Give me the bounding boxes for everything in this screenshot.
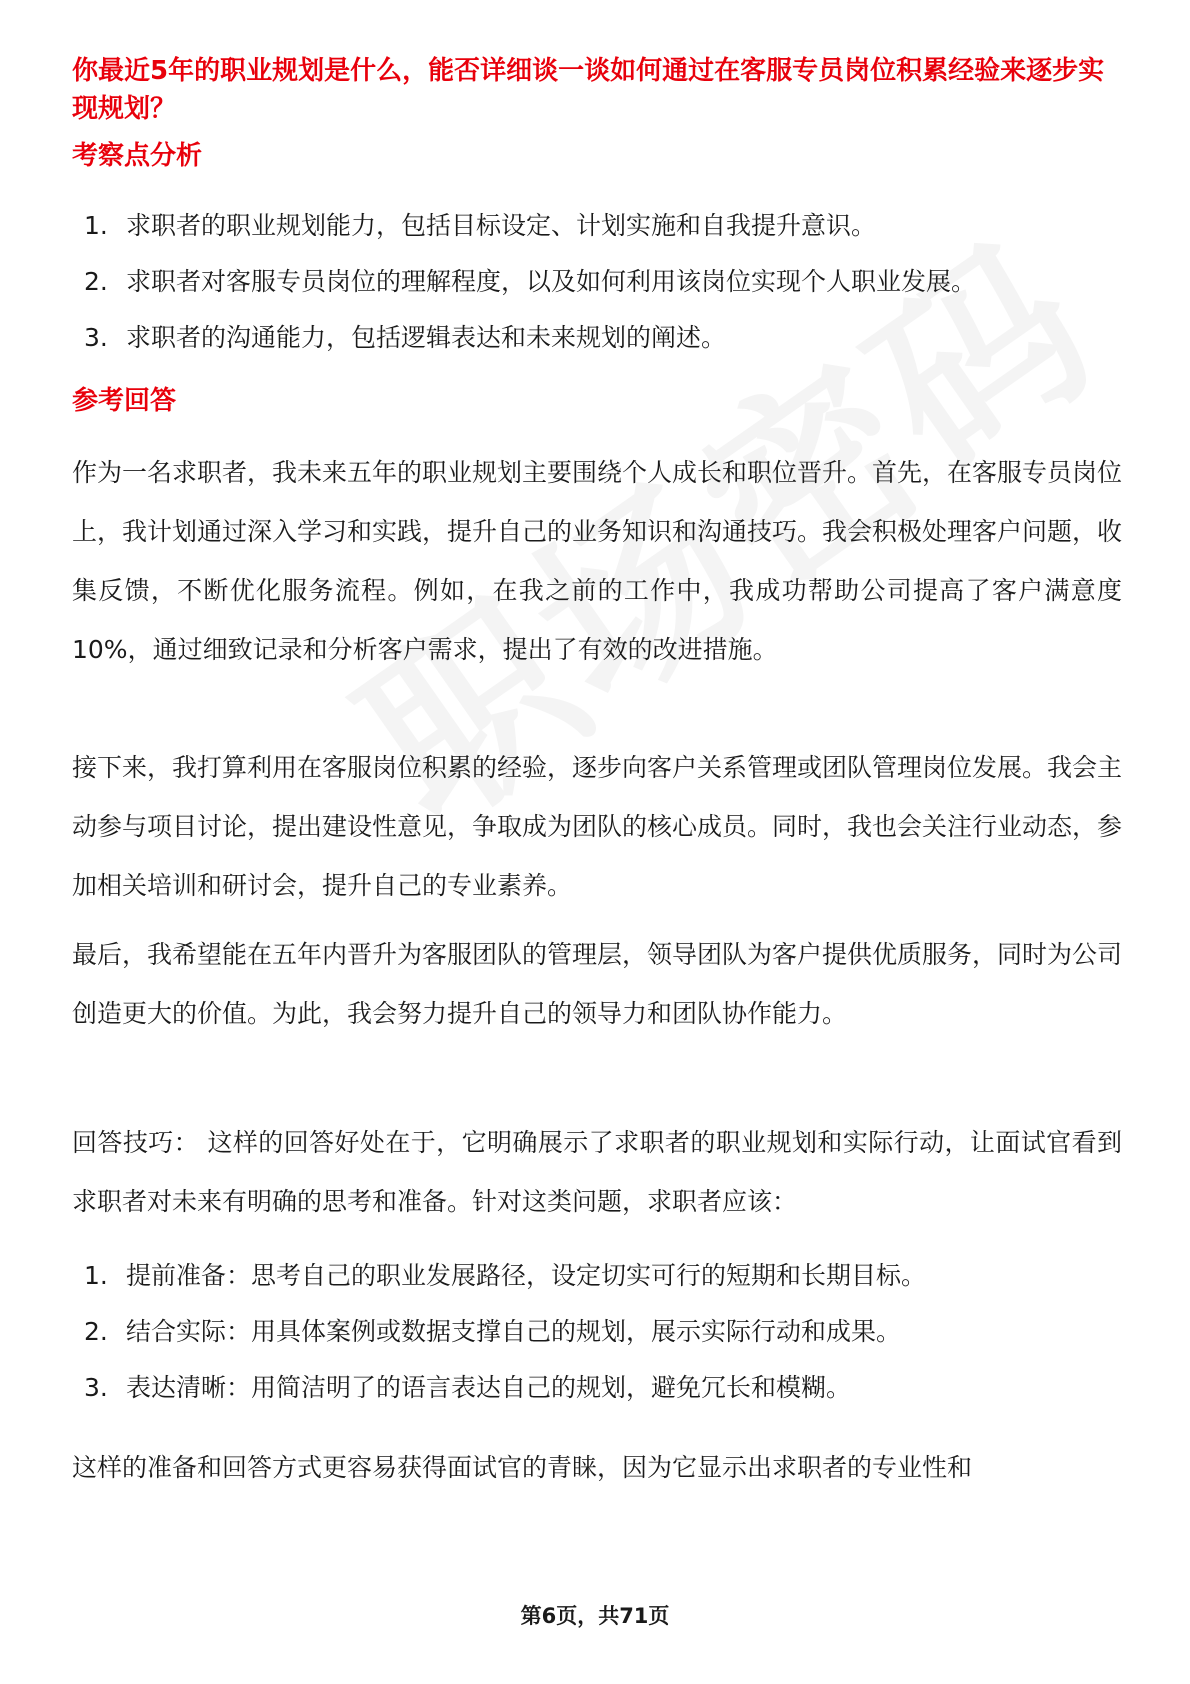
list-item: 3. 求职者的沟通能力，包括逻辑表达和未来规划的阐述。 bbox=[84, 323, 727, 352]
answer-heading: 参考回答 bbox=[72, 386, 177, 416]
question-title: 你最近5年的职业规划是什么，能否详细谈一谈如何通过在客服专员岗位积累经验来逐步实现规划？ bbox=[72, 56, 1105, 124]
list-item: 2. 结合实际：用具体案例或数据支撑自己的规划，展示实际行动和成果。 bbox=[84, 1317, 902, 1346]
list-item: 1. 求职者的职业规划能力，包括目标设定、计划实施和自我提升意识。 bbox=[84, 211, 877, 240]
list-item: 1. 提前准备：思考自己的职业发展路径，设定切实可行的短期和长期目标。 bbox=[84, 1261, 927, 1290]
answer-paragraph-3: 最后，我希望能在五年内晋升为客服团队的管理层，领导团队为客户提供优质服务，同时为公司创造更大的价值。为此，我会努力提升自己的领导力和团队协作能力。 bbox=[72, 940, 1123, 1028]
page-number: 第6页，共71页 bbox=[520, 1604, 670, 1628]
list-item: 3. 表达清晰：用简洁明了的语言表达自己的规划，避免冗长和模糊。 bbox=[84, 1373, 852, 1402]
analysis-list bbox=[84, 198, 1144, 366]
answer-tips-intro: 回答技巧： 这样的回答好处在于，它明确展示了求职者的职业规划和实际行动，让面试官看到求职者对未来有明确的思考和准备。针对这类问题，求职者应该： bbox=[72, 1128, 1122, 1216]
answer-paragraph-2: 接下来，我打算利用在客服岗位积累的经验，逐步向客户关系管理或团队管理岗位发展。我会主动参与项目讨论，提出建设性意见，争取成为团队的核心成员。同时，我也会关注行业动态，参加相关培训和研讨会，提升自己的专业素养。 bbox=[72, 753, 1123, 900]
answer-paragraph-1: 作为一名求职者，我未来五年的职业规划主要围绕个人成长和职位晋升。首先，在客服专员岗位上，我计划通过深入学习和实践，提升自己的业务知识和沟通技巧。我会积极处理客户问题，收集反馈，不断优化服务流程。例如，在我之前的工作中，我成功帮助公司提高了客户满意度10%，通过细致记录和分析客户需求，提出了有效的改进措施。 bbox=[72, 458, 1123, 664]
list-item: 2. 求职者对客服专员岗位的理解程度，以及如何利用该岗位实现个人职业发展。 bbox=[84, 267, 977, 296]
tips-list bbox=[84, 1248, 1144, 1416]
analysis-heading: 考察点分析 bbox=[72, 141, 203, 171]
closing-paragraph: 这样的准备和回答方式更容易获得面试官的青睐，因为它显示出求职者的专业性和 bbox=[72, 1453, 973, 1482]
